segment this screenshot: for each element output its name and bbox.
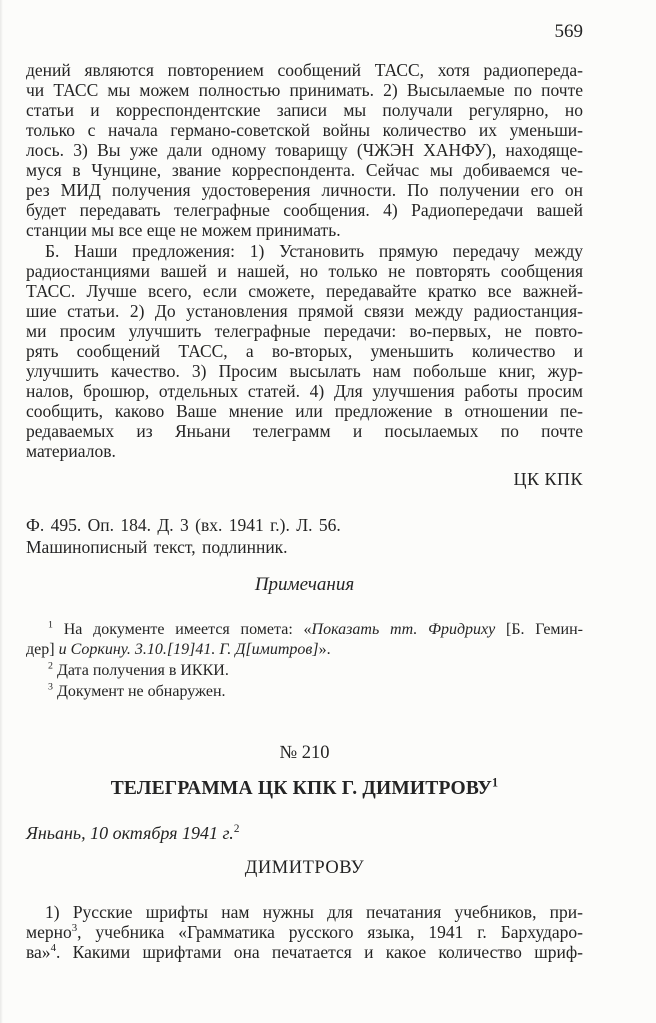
text-line: статьи и корреспондентские записи мы получали регулярно, но bbox=[26, 100, 583, 120]
footnote-2 bbox=[26, 661, 583, 681]
text-line: лось. 3) Вы уже дали одному товарищу (ЧЖЭН ХАНФУ), находяще- bbox=[26, 140, 583, 160]
text-line: сообщить, каково Ваше мнение или предложение в отношении пе- bbox=[26, 401, 583, 421]
superscript-ref: 3 bbox=[48, 681, 53, 693]
text-line: рять сообщений ТАСС, а во-вторых, уменьшить количество и bbox=[26, 341, 583, 361]
text-segment: Показать тт. Фридриху bbox=[311, 621, 496, 638]
text-segment: ТЕЛЕГРАММА ЦК КПК Г. ДИМИТРОВУ bbox=[110, 778, 493, 799]
text-segment: и Соркину. 3.10.[19]41. Г. Д[имитров] bbox=[58, 641, 319, 658]
paragraph-proposals bbox=[26, 241, 583, 461]
superscript-ref: 4 bbox=[50, 942, 56, 955]
text-line bbox=[26, 620, 583, 640]
signature: ЦК КПК bbox=[513, 469, 583, 489]
page-number: 569 bbox=[554, 21, 583, 42]
text-line: налов, брошюр, отдельных статей. 4) Для улучшения работы просим bbox=[26, 381, 583, 401]
document-209-body bbox=[26, 60, 583, 461]
text-segment: ва» bbox=[26, 942, 51, 962]
text-segment: . Какими шрифтами она печатается и какое количество шриф- bbox=[55, 942, 583, 962]
superscript-ref: 2 bbox=[48, 660, 53, 672]
text-line: дений являются повторением сообщений ТАСС, хотя радиопереда- bbox=[26, 60, 583, 80]
superscript-ref: 1 bbox=[492, 775, 499, 790]
dateline bbox=[26, 823, 583, 843]
text-line: редаваемых из Яньани телеграмм и посылаемых по почте bbox=[26, 421, 583, 441]
document-210-body bbox=[26, 902, 583, 962]
addressee: ДИМИТРОВУ bbox=[244, 858, 365, 878]
text-line: будет передавать телеграфные сообщения. 4) Радиопередачи вашей bbox=[26, 200, 583, 220]
text-segment: , учебника «Грамматика русского языка, 1941 г. Бархударо- bbox=[77, 922, 583, 942]
superscript-ref: 3 bbox=[71, 922, 78, 935]
text-line: шие статьи. 2) До установления прямой связи между радиостанция- bbox=[26, 301, 583, 321]
text-line: рез МИД получения удостоверения личности. По получении его он bbox=[26, 180, 583, 200]
text-line bbox=[26, 661, 583, 681]
text-line bbox=[26, 640, 583, 660]
text-line bbox=[26, 922, 583, 942]
text-segment: Яньань, 10 октября 1941 г. bbox=[26, 823, 234, 843]
text-segment: дер] bbox=[26, 641, 59, 658]
text-line: муся в Чунцине, звание корреспондента. Сейчас мы добиваемся че- bbox=[26, 160, 583, 180]
document-type-note: Машинописный текст, подлинник. bbox=[26, 537, 288, 557]
text-segment: На документе имеется помета: « bbox=[52, 621, 312, 638]
text-line: Б. Наши предложения: 1) Установить прямую передачу между bbox=[45, 241, 583, 261]
archive-reference: Ф. 495. Оп. 184. Д. 3 (вх. 1941 г.). Л. 56. bbox=[26, 515, 341, 535]
text-line bbox=[26, 942, 583, 962]
footnote-1 bbox=[26, 620, 583, 660]
text-segment: Дата получения в ИККИ. bbox=[52, 662, 229, 679]
footnote-3 bbox=[26, 682, 583, 702]
document-number: № 210 bbox=[279, 743, 330, 763]
text-segment: ». bbox=[318, 641, 331, 658]
footnotes-section bbox=[26, 620, 583, 702]
text-segment: [Б. Гемин- bbox=[495, 621, 583, 638]
document-title bbox=[26, 775, 583, 800]
text-line: материалов. bbox=[26, 441, 116, 461]
text-line: ТАСС. Лучше всего, если сможете, передавайте кратко все важней- bbox=[26, 281, 583, 301]
text-line: только с начала германо-советской войны количество их уменьши- bbox=[26, 120, 583, 140]
text-line: улучшить качество. 3) Просим высылать нам побольше книг, жур- bbox=[26, 361, 583, 381]
notes-heading: Примечания bbox=[254, 574, 355, 595]
text-segment: мерно bbox=[26, 922, 72, 942]
superscript-ref: 1 bbox=[48, 619, 53, 631]
text-line: 1) Русские шрифты нам нужны для печатания учебников, при- bbox=[45, 902, 583, 922]
superscript-ref: 2 bbox=[233, 823, 240, 835]
text-line: чи ТАСС мы можем полностью принимать. 2) Высылаемые по почте bbox=[26, 80, 583, 100]
paragraph-continuation bbox=[26, 60, 583, 240]
text-line: радиостанциями вашей и нашей, но только не повторять сообщения bbox=[26, 261, 583, 281]
text-line: ми просим улучшить телеграфные передачи: во-первых, не повто- bbox=[26, 321, 583, 341]
text-segment: Документ не обнаружен. bbox=[52, 683, 226, 700]
text-line bbox=[26, 682, 583, 702]
text-line: станции мы все еще не можем принимать. bbox=[26, 220, 341, 240]
